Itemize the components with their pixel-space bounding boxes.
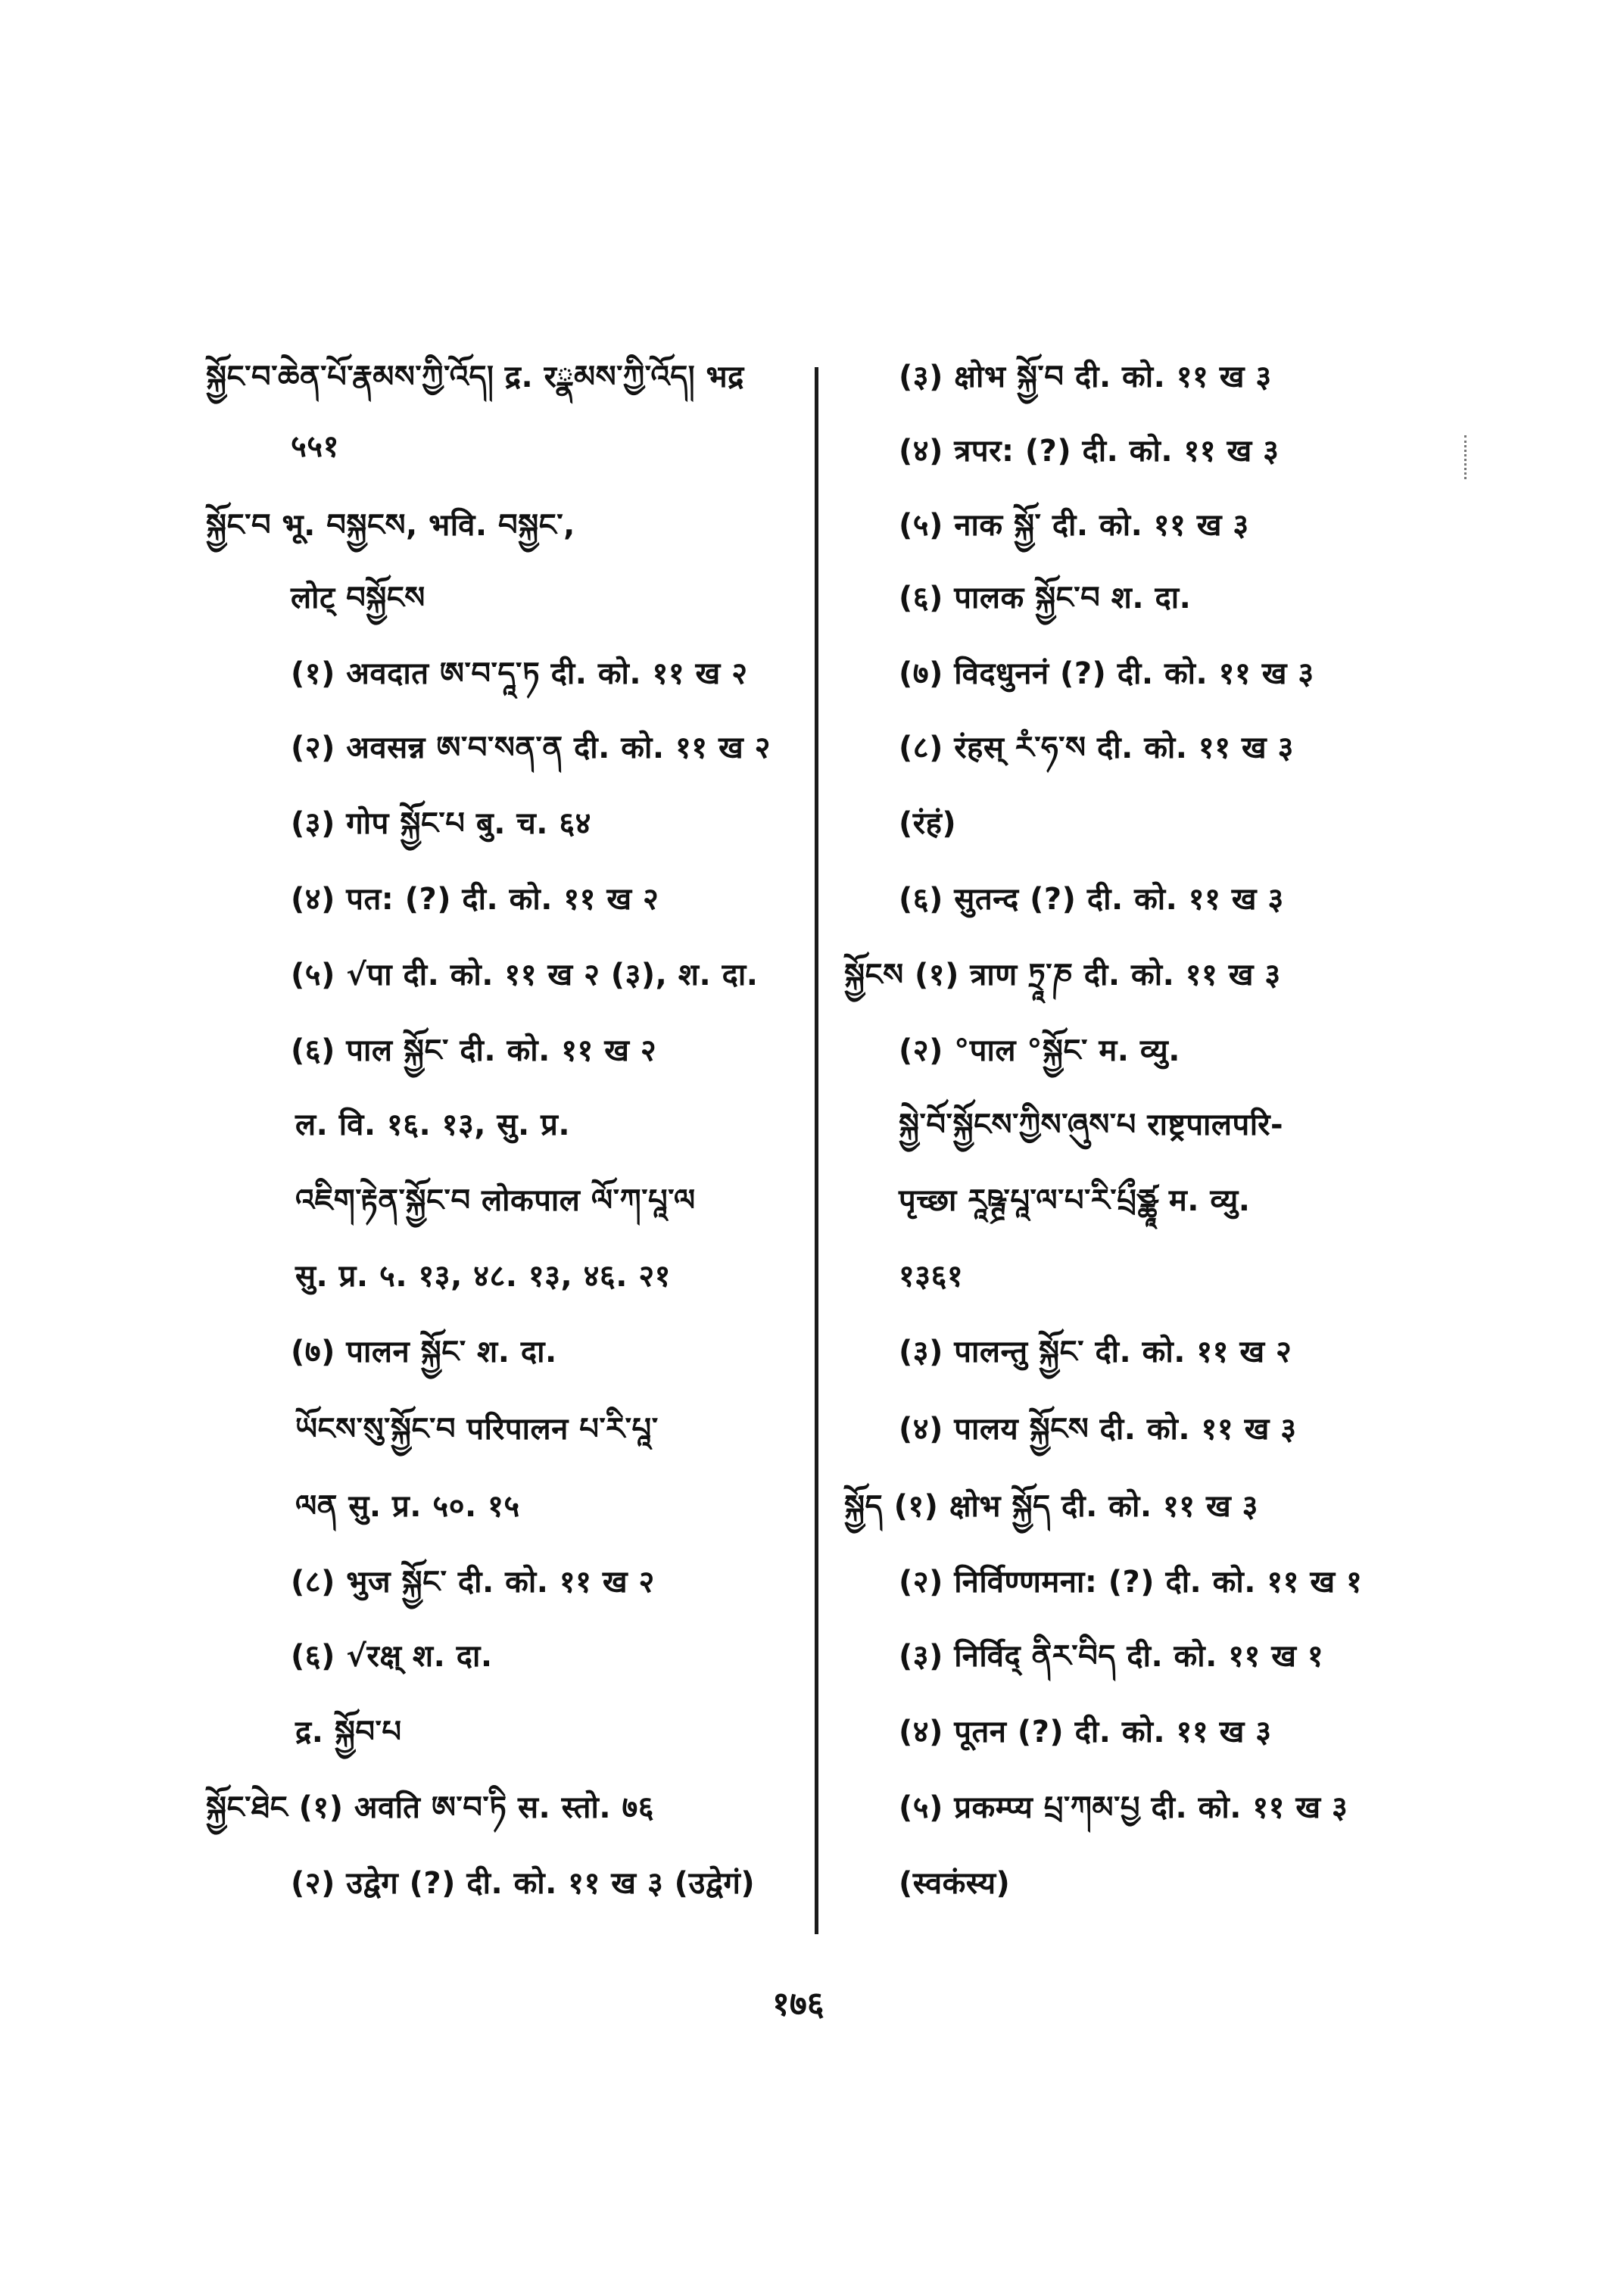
entry-line: (६) सुतन्द (?) दी. को. ११ ख ३ xyxy=(899,882,1284,917)
entry-line: ल. वि. १६. १३, सु. प्र. xyxy=(295,1108,571,1142)
entry-line: (३) निर्विद् ནིར་བིད दी. को. ११ ख १ xyxy=(899,1639,1324,1674)
entry-line: (६) पालक སྐྱོང་བ श. दा. xyxy=(899,581,1192,615)
entry-heading: སྐྱོངས (१) त्राण ཏྲཱ་ཎ दी. को. ११ ख ३ xyxy=(844,958,1281,992)
page-number: १७६ xyxy=(772,1985,824,2024)
entry-line: (३) पालन्तु སྐྱོང་ दी. को. ११ ख २ xyxy=(899,1335,1292,1369)
entry-line: འཇིག་རྟེན་སྐྱོང་བ लोकपाल ལོ་ཀ་པཱ་ལ xyxy=(295,1183,696,1218)
entry-line: (५) प्रकम्प्य པྲ་ཀམ་པྱ दी. को. ११ ख ३ xyxy=(899,1790,1348,1825)
entry-line: སྐྱེ་བོ་སྐྱོངས་ཀྱིས་ཞུས་པ राष्ट्रपालपरि- xyxy=(899,1108,1284,1142)
margin-mark xyxy=(1464,435,1469,479)
entry-line: (४) पत: (?) दी. को. ११ ख २ xyxy=(291,882,659,917)
entry-line: ཡོངས་སུ་སྐྱོང་བ परिपालन པ་རི་པཱ་ xyxy=(295,1412,659,1447)
entry-heading: སྐྱོང་ཐེང (१) अवति ཨ་བ་ཏི स. स्तो. ७६ xyxy=(206,1790,655,1825)
entry-line: (स्वकंस्य) xyxy=(899,1866,1011,1901)
entry-line: ५५१ xyxy=(291,429,339,464)
entry-line: (४) त्रपर: (?) दी. को. ११ ख ३ xyxy=(899,434,1280,469)
entry-line: ལན सु. प्र. ५०. १५ xyxy=(295,1489,520,1524)
entry-line: द्र. སྐྱོབ་པ xyxy=(295,1715,402,1749)
entry-line: (२) °पाल °སྐྱོང་ म. व्यु. xyxy=(899,1033,1180,1068)
entry-line: लोट् བསྐྱོངས xyxy=(291,581,425,615)
entry-line: (४) पूतन (?) दी. को. ११ ख ३ xyxy=(899,1715,1272,1749)
entry-line: (५) नाक སྐྱོ་ दी. को. ११ ख ३ xyxy=(899,508,1249,543)
entry-line: (७) विदधुननं (?) दी. को. ११ ख ३ xyxy=(899,656,1314,691)
entry-line: (५) √पा दी. को. ११ ख २ (३), श. दा. xyxy=(291,958,759,992)
entry-line: (रंहं) xyxy=(899,806,957,841)
entry-line: (६) पाल སྐྱོང་ दी. को. ११ ख २ xyxy=(291,1033,657,1068)
entry-heading: སྐྱོང་བ་ཆེན་པོ་རྣམས་ཀྱི་འོད། द्र. रྣམས་ཀྱི་འོད། भद्र xyxy=(206,360,744,394)
column-divider xyxy=(815,367,818,1934)
entry-line: (१) अवदात ཨ་བ་དཱ་ཏ दी. को. ११ ख २ xyxy=(291,656,748,691)
entry-line: (३) क्षोभ སྐྱོ་བ दी. को. ११ ख ३ xyxy=(899,360,1272,394)
entry-line: (२) उद्वेग (?) दी. को. ११ ख ३ (उद्वेगं) xyxy=(291,1866,756,1901)
entry-line: (८) रंहस् རཾ་ཧ་ས दी. को. ११ ख ३ xyxy=(899,731,1294,765)
entry-line: (७) पालन སྐྱོང་ श. दा. xyxy=(291,1335,557,1369)
entry-line: (६) √रक्ष् श. दा. xyxy=(291,1639,493,1674)
entry-line: (३) गोप སྐྱོང་པ बु. च. ६४ xyxy=(291,806,591,841)
entry-line: (२) अवसन्न ཨ་བ་སན་ན दी. को. ११ ख २ xyxy=(291,731,771,765)
entry-line: (८) भुज སྐྱོང་ दी. को. ११ ख २ xyxy=(291,1565,655,1600)
entry-line: पृच्छा རཱཥྚྲ་པཱ་ལ་པ་རི་པྲྀཙྪཱ म. व्यु. xyxy=(899,1183,1251,1218)
entry-heading: སྐྱོང་བ भू. བསྐྱངས, भवि. བསྐྱང་, xyxy=(206,508,575,543)
entry-line: सु. प्र. ५. १३, ४८. १३, ४६. २१ xyxy=(295,1259,671,1294)
entry-line: (४) पालय སྐྱོངས दी. को. ११ ख ३ xyxy=(899,1412,1297,1447)
entry-heading: སྐྱོད (१) क्षोभ སྐྱོད दी. को. ११ ख ३ xyxy=(844,1489,1258,1524)
entry-line: (२) निर्विण्णमना: (?) दी. को. ११ ख १ xyxy=(899,1565,1363,1600)
entry-line: १३६१ xyxy=(899,1259,964,1294)
